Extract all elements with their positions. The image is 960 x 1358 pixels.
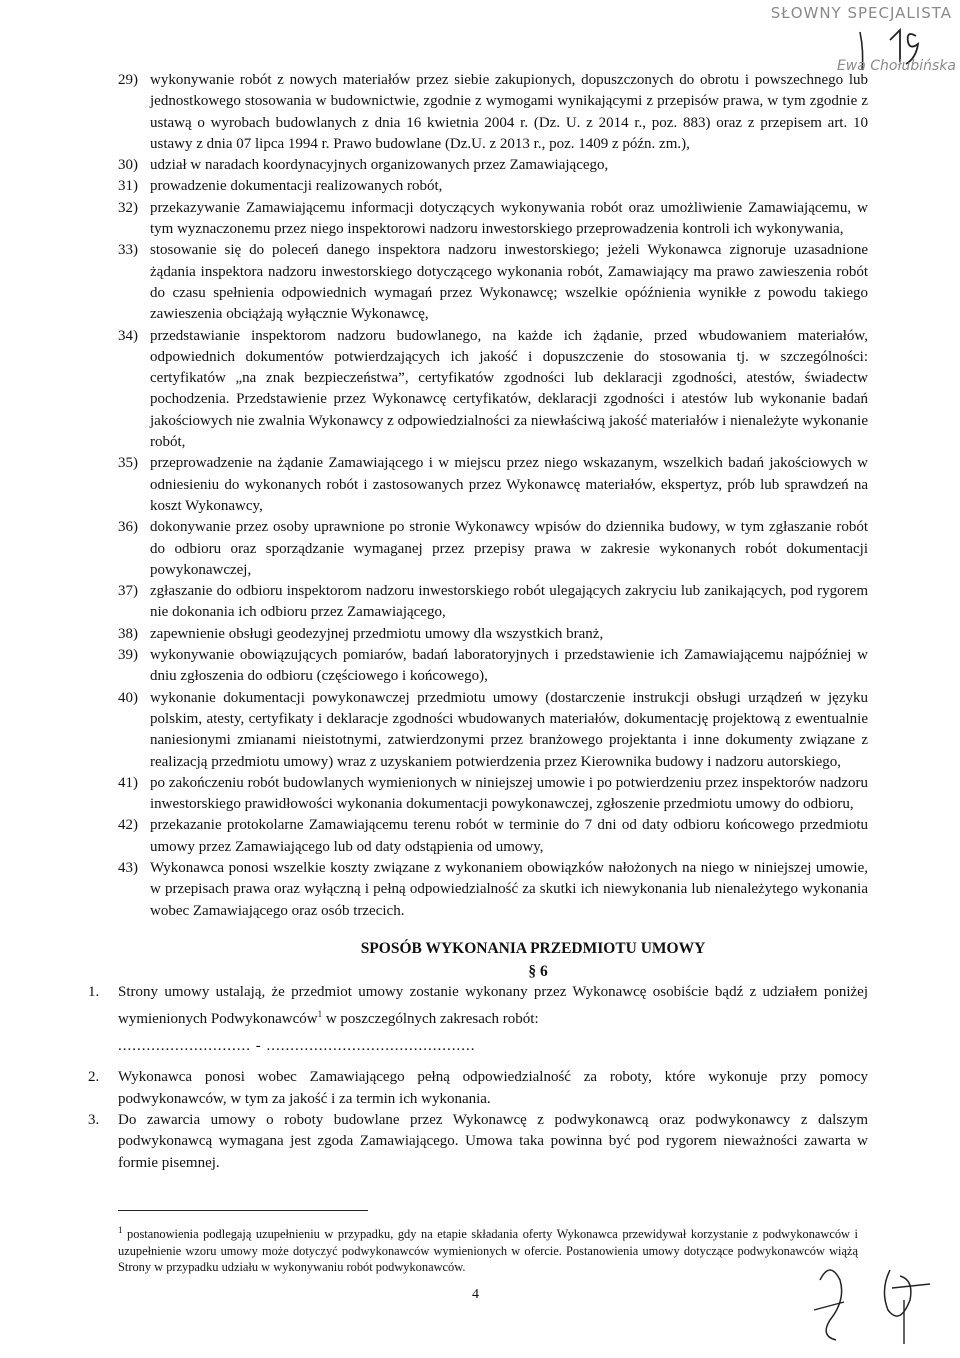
list-item-number: 29) [118, 72, 138, 88]
list-item-text: zgłaszanie do odbioru inspektorom nadzoru inwestorskiego robót ulegających zakryciu lub zanikających, pod rygorem nie dokonania ich odbioru przez Zamawiającego, [150, 583, 868, 621]
list-item-text: po zakończeniu robót budowlanych wymienionych w niniejszej umowie i po potwierdzeniu przez inspektorów nadzoru inwestorskiego prawidłowości wykonania dokumentacji powykonawczej, zgłoszenie przedmiotu umowy do odbioru, [150, 774, 868, 813]
list-item-number: 35) [118, 455, 138, 472]
list-item-number: 38) [118, 625, 138, 642]
section-title: SPOSÓB WYKONANIA PRZEDMIOTU UMOWY [360, 939, 706, 957]
numbered-item: 3. Do zawarcia umowy o roboty budowlane przez Wykonawcę z podwykonawcą oraz podwykonawcy z dalszym podwykonawcą wymagana jest zgoda Zamawiającego. Umowa taka powinna być pod rygorem nieważności zawarta w formie pisemnej. [88, 1111, 868, 1171]
list-item-text: wykonywanie obowiązujących pomiarów, badań laboratoryjnych i przedstawienie ich Zamawiającemu najpóźniej w dniu zgłoszenia do odbioru (częściowego i końcowego), [150, 647, 868, 685]
list-item-number: 31) [118, 178, 138, 195]
list-item-text: przeprowadzenie na żądanie Zamawiającego i w miejscu przez niego wskazanym, wszelkich badań jakościowych w odniesieniu do wykonanych robót i zastosowanych przez Wykonawcę materiałów, ekspertyz, prób lub sprawdzeń na koszt Wykonawcy, [150, 455, 868, 514]
subcontractor-blank-line: ............................ - ............................................ [118, 1038, 476, 1055]
footnote-separator [118, 1210, 368, 1211]
specialist-stamp: SŁOWNY SPECJALISTA [770, 4, 952, 22]
list-item-number: 40) [118, 689, 138, 706]
list-item-number: 37) [118, 583, 138, 600]
list-item-text: prowadzenie dokumentacji realizowanych robót, [150, 178, 443, 195]
list-item [118, 517, 868, 581]
list-item [118, 198, 868, 241]
list-item [118, 176, 868, 197]
list-item [118, 240, 868, 325]
list-item [118, 326, 868, 454]
numbered-item: 1. Strony umowy ustalają, że przedmiot umowy zostanie wykonany przez Wykonawcę osobiście bądź z udziałem poniżej wymienionych Podwykonawców$^1$ w poszczególnych zakresach robót: [88, 984, 868, 1027]
list-item [118, 773, 868, 816]
list-item-text: przekazanie protokolarne Zamawiającemu terenu robót w terminie do 7 dni od daty odbioru końcowego przedmiotu umowy przez Zamawiającego lub od daty odstąpienia od umowy, [150, 817, 868, 855]
signatory-name: Ewa Chołubińska [836, 58, 956, 74]
numbered-item: 2. Wykonawca ponosi wobec Zamawiającego pełną odpowiedzialność za roboty, które wykonuje przy pomocy podwykonawców, w tym za jakość i za termin ich wykonania. [88, 1069, 868, 1107]
list-item-text: przekazywanie Zamawiającemu informacji dotyczących wykonywania robót oraz umożliwienie Zamawiającemu, w tym wyznaczonemu przez niego inspektorowi nadzoru inwestorskiego przeprowadzenia kontroli ich wykonywania, [150, 199, 868, 238]
list-item-text: dokonywanie przez osoby uprawnione po stronie Wykonawcy wpisów do dziennika budowy, w tym zgłaszanie robót do odbioru oraz sporządzanie wymaganej przez przepisy prawa w zakresie wykonanych robót dokumentacji powykonawczej, [150, 519, 868, 578]
list-item [118, 624, 868, 645]
list-item-text: Wykonawca ponosi wszelkie koszty związane z wykonaniem obowiązków nałożonych na niego w niniejszej umowie, w przepisach prawa oraz wyłączną i pełną odpowiedzialność za skutki ich niewykonania lub nienależytego wykonania wobec Zamawiającego oraz osób trzecich. [150, 859, 868, 919]
document-body [88, 70, 868, 1174]
list-item-number: 36) [118, 519, 138, 536]
list-item-number: 32) [118, 199, 138, 216]
list-item-number: 30) [118, 157, 138, 174]
list-item-text: stosowanie się do poleceń danego inspektora nadzoru inwestorskiego; jeżeli Wykonawca zignoruje uzasadnione żądania inspektora nadzoru inwestorskiego dotyczącego wykonania robót, Zamawiający ma prawo zawieszenia robót do czasu spełnienia odpowiednich wymagań przez Wykonawcę; wszelkie opóźnienia wynikłe z powodu takiego zawieszenia obciążają wyłącznie Wykonawcę, [150, 242, 868, 323]
footnote-ref: 1 [317, 1008, 323, 1019]
signature-initials [800, 1240, 940, 1350]
list-item-number: 33) [118, 242, 138, 259]
obligations-list [118, 70, 868, 922]
list-item [118, 70, 868, 155]
list-item-number: 34) [118, 327, 138, 344]
list-item [118, 688, 868, 773]
list-item [118, 155, 868, 176]
list-item [118, 815, 868, 858]
section-6 [88, 938, 868, 1174]
list-item-text: udział w naradach koordynacyjnych organizowanych przez Zamawiającego, [150, 157, 609, 174]
section-paragraph-number: § 6 [528, 963, 548, 981]
list-item-text: wykonywanie robót z nowych materiałów przez siebie zakupionych, dopuszczonych do obrotu i powszechnego lub jednostkowego stosowania w budownictwie, zgodnie z wymogami wynikającymi z przepisów prawa, w tym zgodnie z ustawą o wyrobach budowlanych z dnia 16 kwietnia 2004 r. (Dz. U. z 2014 r., poz. 883) oraz z przepisem art. 10 ustawy z dnia 07 lipca 1994 r. Prawo budowlane (Dz.U. z 2013 r., poz. 1409 z późn. zm.), [150, 72, 868, 152]
list-item [118, 453, 868, 517]
list-item [118, 581, 868, 624]
footnote: $^1$ postanowienia podlegają uzupełnieniu w przypadku, gdy na etapie składania oferty Wykonawca przewidywał korzystanie z podwykonawców i uzupełnienie wzoru umowy może dotyczyć podwykonawców wymienionych w ofercie. Postanowienia umowy dotyczące podwykonawców wiążą Strony w przypadku udziału w wykonywaniu robót podwykonawców. [118, 1225, 858, 1275]
list-item-number: 39) [118, 647, 138, 664]
list-item-text: wykonanie dokumentacji powykonawczej przedmiotu umowy (dostarczenie instrukcji obsługi urządzeń w języku polskim, atesty, certyfikaty i deklaracje zgodności wbudowanych materiałów, dokumentację projektową z ewentualnie naniesionymi zmianami nieistotnymi, zatwierdzonymi przez branżowego projektanta i inne dokumenty związane z realizacją przedmiotu umowy) wraz z uzyskaniem potwierdzenia przez Kierownika budowy i nadzoru autorskiego, [150, 689, 868, 770]
list-item [118, 645, 868, 688]
list-item-number: 41) [118, 774, 138, 791]
list-item-text: przedstawianie inspektorom nadzoru budowlanego, na każde ich żądanie, przed wbudowaniem materiałów, odpowiednich dokumentów potwierdzających ich jakość i dopuszczenie do stosowania tj. w szczególności: certyfikatów „na znak bezpieczeństwa”, certyfikatów zgodności lub deklaracji zgodności, atestów, świadectw pochodzenia. Przedstawienie przez Wykonawcę certyfikatów, deklaracji zgodności i atestów lub wykonanie badań jakościowych nie zwalnia Wykonawcy z odpowiedzialności za niewłaściwą jakość materiałów i nienależyte wykonanie robót, [150, 327, 868, 451]
list-item-number: 43) [118, 859, 138, 876]
list-item-text: zapewnienie obsługi geodezyjnej przedmiotu umowy dla wszystkich branż, [150, 625, 604, 642]
list-item-number: 42) [118, 817, 138, 834]
page-number: 4 [472, 1287, 479, 1302]
list-item [118, 858, 868, 922]
